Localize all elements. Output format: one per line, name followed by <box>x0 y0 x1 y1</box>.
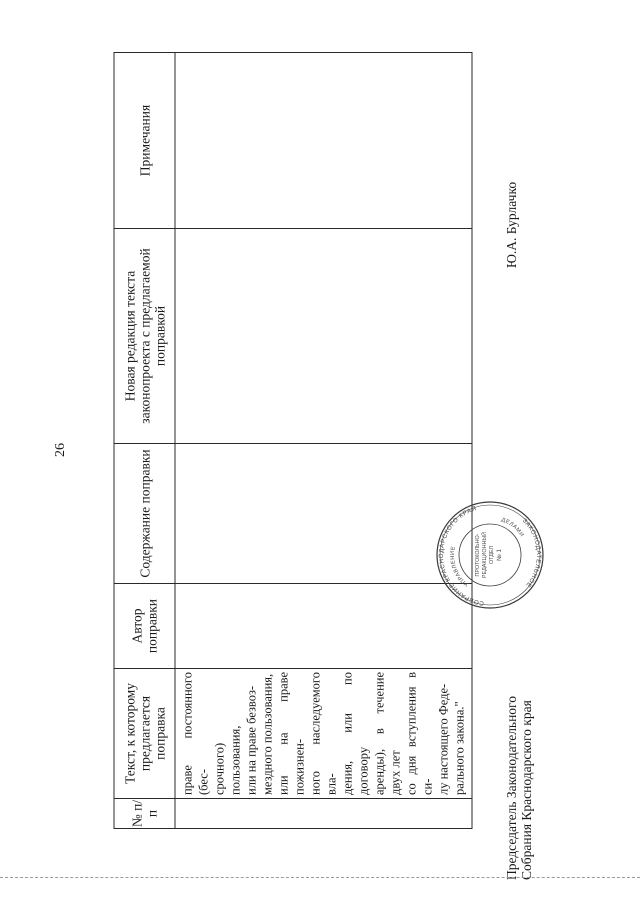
header-new-text: Новая редакция текста законопроекта с предлагаемой поправкой <box>114 229 175 444</box>
text-line: праве постоянного (бес- <box>180 672 210 795</box>
stamp-center-line: № 1 <box>496 549 503 561</box>
text-line: или на праве пожизнен- <box>276 672 306 795</box>
signature-title-line-1: Председатель Законодательного <box>504 695 519 880</box>
signature-title-line-2: Собрания Краснодарского края <box>519 700 534 880</box>
cell-notes <box>175 53 472 229</box>
header-text: Текст, к которому предлагается поправка <box>114 669 175 799</box>
header-notes: Примечания <box>114 53 175 229</box>
header-content: Содержание поправки <box>114 444 175 584</box>
text-line: ного наследуемого вла- <box>308 672 338 795</box>
stamp-center-line: РЕДАКЦИОННЫЙ <box>482 531 488 579</box>
stamp-top-text: УПРАВЛЕНИЕ <box>449 545 471 588</box>
page-edge-line <box>0 877 640 878</box>
text-line: срочного) пользования, <box>212 725 242 795</box>
stamp-center-line: ПРОТОКОЛЬНО- <box>475 533 481 577</box>
signature-block <box>462 90 542 880</box>
text-line: мездного пользования, <box>260 673 274 795</box>
page-number: 26 <box>53 443 68 457</box>
amendments-table <box>113 52 472 829</box>
text-line: лу настоящего Феде- <box>436 683 450 795</box>
text-line: аренды), в течение двух лет <box>372 672 402 795</box>
stamp-outer-text-2: ЗАКОНОДАТЕЛЬНОЕ <box>520 517 543 589</box>
stamp-side-text: ДЕЛАМИ <box>500 516 525 539</box>
table-row <box>175 53 472 829</box>
stamp-outer-text: СОБРАНИЕ КРАСНОДАРСКОГО КРАЯ <box>437 505 485 607</box>
cell-new-text <box>175 229 472 444</box>
cell-author <box>175 584 472 669</box>
text-line: рального закона." <box>452 701 466 795</box>
signature-name: Ю.А. Бурлачко <box>504 181 519 268</box>
text-line: со дня вступления в си- <box>404 672 434 795</box>
cell-text <box>175 669 472 799</box>
cell-content <box>175 444 472 584</box>
table-header-row <box>114 53 175 829</box>
text-line: дения, или по договору <box>340 672 370 795</box>
cell-number <box>175 799 472 829</box>
stamp-center-line: ОТДЕЛ <box>489 545 495 565</box>
text-line: или на праве безвоз- <box>244 685 258 795</box>
header-author: Автор поправки <box>114 584 175 669</box>
header-number: № п/п <box>114 799 175 829</box>
